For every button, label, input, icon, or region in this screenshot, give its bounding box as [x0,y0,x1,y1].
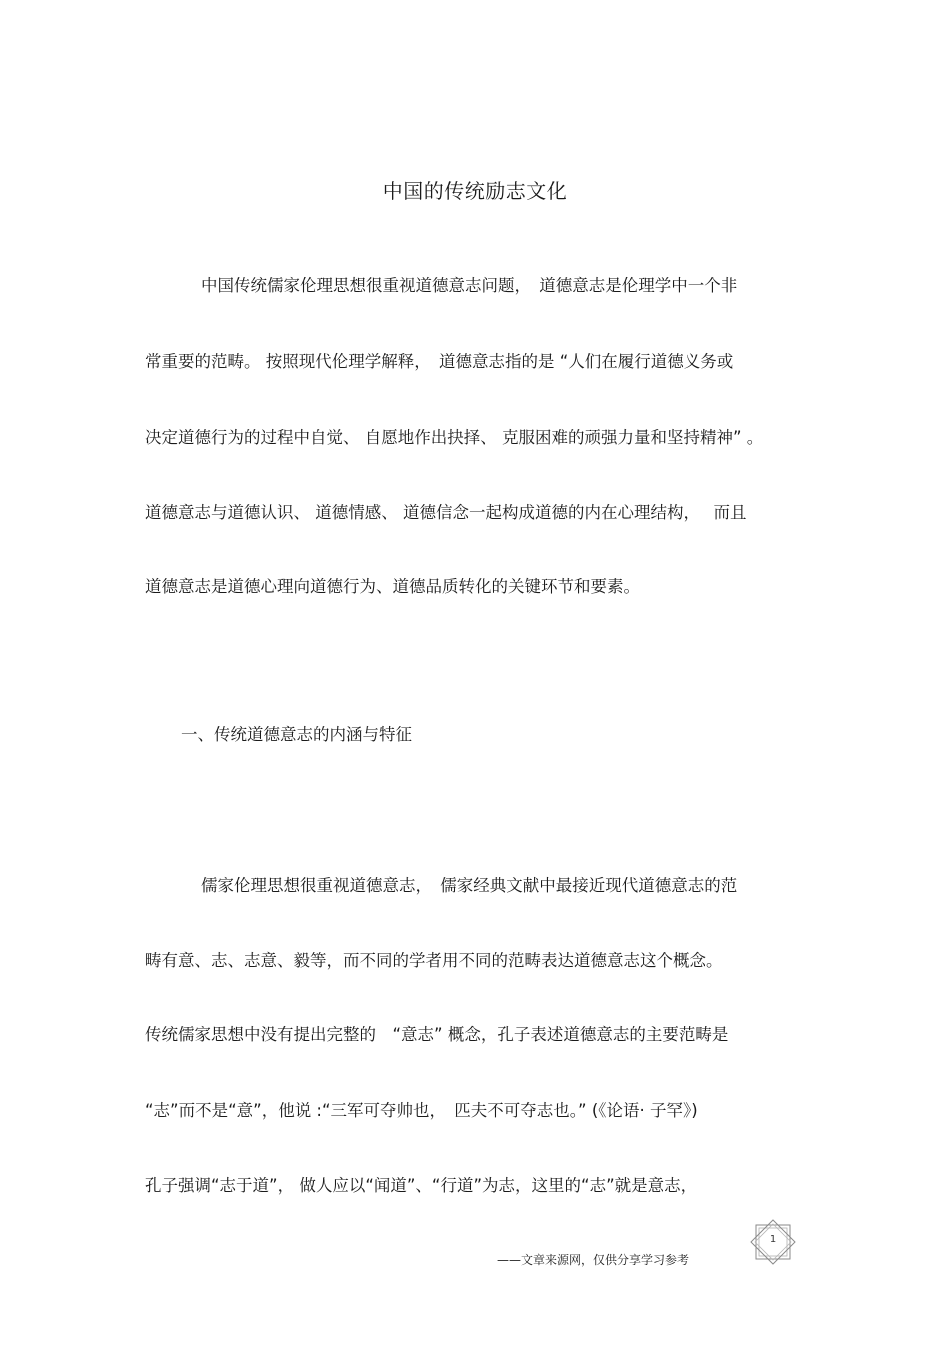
paragraph2-line3: 传统儒家思想中没有提出完整的 “意志” 概念，孔子表述道德意志的主要范畴是 [145,1025,729,1044]
document-title: 中国的传统励志文化 [382,179,568,203]
paragraph1-line5: 道德意志是道德心理向道德行为、道德品质转化的关键环节和要素。 [145,577,640,596]
page-number-badge [748,1219,798,1265]
paragraph1-line4: 道德意志与道德认识、 道德情感、 道德信念一起构成道德的内在心理结构， 而且 [145,503,747,522]
paragraph2-line4: “志”而不是“意”，他说 :“三军可夺帅也， 匹夫不可夺志也。” (《论语· 子罕》) [145,1101,698,1120]
paragraph1-line2: 常重要的范畴。 按照现代伦理学解释， 道德意志指的是 “人们在履行道德义务或 [145,352,734,371]
section-heading: 一、传统道德意志的内涵与特征 [181,725,412,744]
paragraph1-line3: 决定道德行为的过程中自觉、 自愿地作出抉择、 克服困难的顽强力量和坚持精神” 。 [145,428,764,447]
footer-source-note: ——文章来源网，仅供分享学习参考 [497,1253,690,1267]
paragraph2-line5: 孔子强调“志于道”， 做人应以“闻道”、“行道”为志，这里的“志”就是意志， [145,1176,698,1195]
paragraph1-line1: 中国传统儒家伦理思想很重视道德意志问题， 道德意志是伦理学中一个非 [201,276,738,295]
paragraph2-line2: 畴有意、志、志意、毅等，而不同的学者用不同的范畴表达道德意志这个概念。 [145,951,723,970]
paragraph2-line1: 儒家伦理思想很重视道德意志， 儒家经典文献中最接近现代道德意志的范 [201,876,738,895]
page-number: 1 [769,1234,777,1245]
